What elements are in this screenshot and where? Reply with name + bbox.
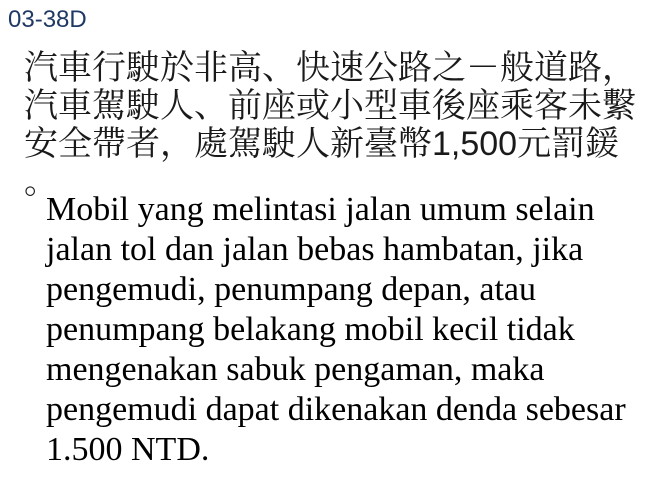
chinese-paragraph: [24, 49, 664, 201]
indonesian-paragraph: [46, 190, 661, 470]
indonesian-line-7: 1.500 NTD.: [46, 431, 210, 468]
indonesian-line-4: penumpang belakang mobil kecil tidak: [46, 311, 575, 348]
indonesian-line-2: jalan tol dan jalan bebas hambatan, jika: [46, 231, 584, 268]
indonesian-line-6: pengemudi dapat dikenakan denda sebesar: [46, 391, 626, 428]
chinese-line-1: 汽車行駛於非高、快速公路之－般道路，: [24, 49, 636, 87]
chinese-line-4: 。: [24, 163, 58, 201]
chinese-line-3: 安全帶者，處駕駛人新臺幣1,500元罰鍰: [24, 125, 620, 163]
chinese-line-2: 汽車駕駛人、前座或小型車後座乘客未繫: [24, 87, 636, 125]
indonesian-line-5: mengenakan sabuk pengaman, maka: [46, 351, 545, 388]
indonesian-line-3: pengemudi, penumpang depan, atau: [46, 271, 537, 308]
indonesian-line-1: Mobil yang melintasi jalan umum selain: [46, 191, 595, 228]
slide-code-label: 03-38D: [8, 6, 87, 33]
